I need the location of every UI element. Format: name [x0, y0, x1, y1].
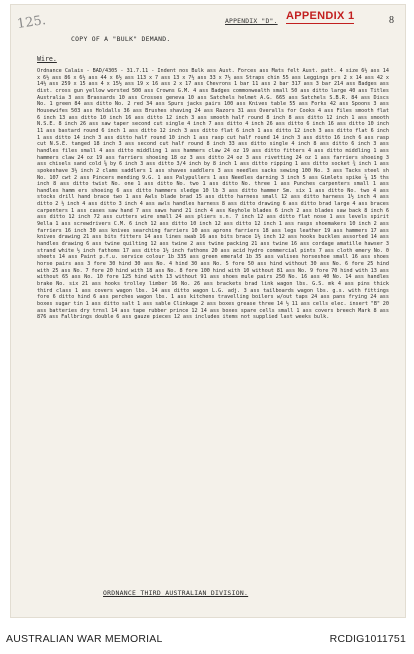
demand-body-text: Ordnance Calais - BAD/4305 - 31.7.11 - Indent nos Bulk ass Aust. Forces ass Mats felt Aust. patt. 4 size 6½ ass 14 x 6½ ass 86 x 6½ ass 44 x 6½ ass 113 x 7 ass 13 x 7½ ass 33 x 7½ ass Straps chin 55 ass Leggings prs 2 x 14 ass 42 x 14½ ass 259 x 15 ass 4 x 15½ ass 19 x 16 ass 2 x 17 ass Chevrons 1 bar 11 ass 2 bar 317 ass 3 bar 214 ass Badges ass dist. cross gun yellow worsted 500 ass Crowns G.M. 4 ass Badges commonwealth small 50 ass ditto large 40 ass Titles Australia 3 ass Brassards 10 ass Crosses geneva 10 ass Satchels helmet A.G. 665 ass Satchels S.B.R. 84 ass Discs No. 1 green 84 ass ditto No. 2 red 34 ass Spurs jacks pairs 100 ass Knives table 55 ass Forks 42 ass Spoons 3 ass Housewifes 503 ass Holdalls 36 ass Brushes shaving 24 ass Razors 31 ass Overalls for Cooks 4 ass Files smooth flat 6 inch 13 ass ditto 10 inch 16 ass ditto 12 inch 3 ass smooth half round 8 inch 8 ass ditto 12 inch 1 ass smooth N.S.E. 8 inch 26 ass saw taper second cut single 4 inch 7 ass ditto 4 inch 26 ass ditto 6 inch 16 ass ditto 10 inch 11 ass bastard round 6 inch 1 ass ditto 12 inch 3 ass ditto flat 6 inch 1 ass ditto 12 inch 3 ass ditto flat 6 inch 1 ass ditto 14 inch 3 ass ditto half round 10 inch 1 ass rasp cut half round 14 inch 3 ass ditto 16 inch 6 ass rasp cut N.S.E. tanged 18 inch 3 ass second cut half round 8 inch 33 ass ditto single 4 inch 8 ass ditto 6 inch 3 ass handles files small 4 ass ditto middling 1 ass hammers claw 24 oz 19 ass ditto fitters 4 ass ditto middling 1 ass hammers claw 24 oz 19 ass farriers shoeing 18 oz 3 ass ditto 24 oz 3 ass rivetting 24 oz 1 ass farriers shoeing 3 ass chisels sand cold ⅝ by 6 inch 3 ass ditto 3/4 inch by 8 inch 1 ass ditto ripping 1 ass ditto socket ¾ inch 1 ass spokeshave 3½ inch 2 clams saddlers 1 ass shaves saddlers 3 ass needles sacks sewing 100 No. 3 ass Tacks steel sh No. 107 cwt 2 ass Pincers mending 9.G. 1 ass Palypullers 1 ass Needles darning 3 inch 5 ass Gimlets spike ⅞ 15 ths inch 8 ass ditto twist No. one 1 ass ditto No. two 1 ass ditto No. three 1 ass Punches carpenters small 1 ass handles hamm ers shoeing 6 ass ditto hammers sledge 10 lb 3 ass ditto hammer Sm. six 1 ass ditto No. two 4 ass stocks drill hand brace two 1 ass Awls blade brad 15 ass ditto harness small 12 ass ditto harness 1½ inch 4 ass ditto 2 ½ inch 4 ass ditto 3 inch 4 ass awls handles harness 8 ass ditto drawing 6 ass ditto brad large 4 ass braces carpenters 1 ass cases saw hand 7 ass saws hand 21 inch 4 ass Keyhole blades 6 inch 2 ass blades saw back 8 inch 6 ass ditto 12 inch 72 ass cutters wire small 24 ass pliers s.n. 7 inch 12 ass ditto flat nose 1 ass levels spirit 9ella 1 ass screwdrivers C.M. 6 inch 12 ass ditto 10 inch 12 ass ditto 12 inch 1 ass rasps shoemakers 10 inch 2 ass farriers 16 inch 30 ass knives searching farriers 10 ass aprons farriers 18 ass legs leather 19 ass hammers 17 ass knives drawing 21 ass bits fitters 14 ass lines swab 16 ass bits brace 1½ inch 12 ass hooks buckles assorted 14 ass handles drawing 6 ass twine quilting 12 ass twine 2 ass twine packing 21 ass twine 16 ass cordage amatille hawser 3 strand white ½ inch fathoms 17 ass ditto 1½ inch fathoms 20 ass acid hydro commercial pints 7 ass cloth emery No. 0 sheets 14 ass Paint p.f.u. service colour 1b 335 ass green emerald 1b 35 ass valises horseshoe small 16 ass shoes horse pairs ass 3 fore 30 hind 30 ass No. 4 hind 30 ass No. 5 fore 50 ass hind without 30 ass No. 6 fore 25 hind with 25 ass No. 7 fore 20 hind with 18 ass No. 8 fore 100 hind with 10 without 81 ass No. 9 fore 70 hind with 13 ass without 65 ass No. 10 fore 125 hind with 13 without 91 ass shoes mule pairs 250 No. 16 ass 40 No. 14 ass handles brake No. six 21 ass hooks trolley limber 16 No. 26 ass brackets brad link wagon lbs. G.S. mk 4 ass pins thick third class 1 ass covers wagon lbs. 14 ass ditto wagon L.G. adj. 3 ass tailboards wagon lbs. g.s. with fittings fore 6 ditto hind 6 ass perches wagon lbs. 1 ass kitchens travelling boilers w/out taps 24 ass pans frying 24 ass boxes sugar tin 1 ass ditto salt 1 ass sable Clinkage 2 ass boxes grease three 14 ½ 11 ass cells elec. insert "B" 20 ass batteries dry trnsl 14 ass tape rubber prince 12 14 ass boxes spare cells small 1 ass covers breech Mark 8 ass 876 ass Fallbrings double 6 ass gauze pieces 12 ass includes items not supplied last weeks bulk. [37, 68, 389, 321]
division-signature-line: ORDNANCE THIRD AUSTRALIAN DIVISION. [103, 589, 249, 597]
appendix-stamp: APPENDIX 1 [286, 10, 355, 22]
corner-number: 125. [16, 13, 47, 32]
document-page [10, 4, 406, 618]
appendix-reference: APPENDIX "D". [225, 17, 278, 25]
archive-footer [0, 626, 414, 654]
footer-institution: AUSTRALIAN WAR MEMORIAL [6, 633, 163, 645]
section-heading: Wire. [37, 55, 57, 63]
document-title: COPY OF A "BULK" DEMAND. [71, 35, 171, 43]
footer-record-id: RCDIG1011751 [329, 633, 406, 645]
page-number: 8 [389, 15, 394, 26]
